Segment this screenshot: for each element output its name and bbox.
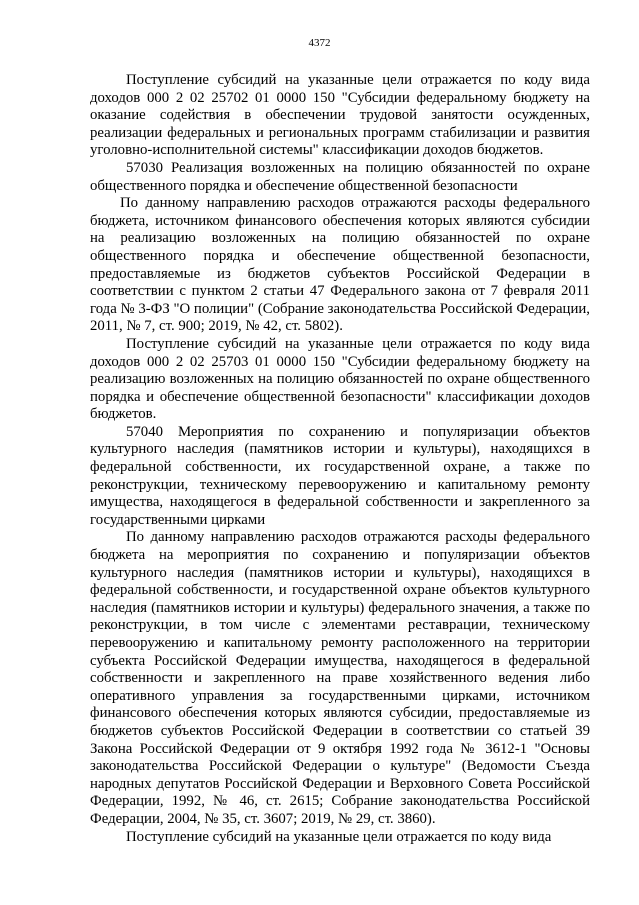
paragraph-expense-direction-57040: По данному направлению расходов отражаются расходы федерального бюджета на мероприятия по сохранению и популяризации объектов культурного наследия (памятников истории и культуры), находящихся в федеральной собственности, и государственной охране объектов культурного наследия (памятников истории и культуры) федерального значения, а также по реконструкции, в том числе с элементами реставрации, техническому перевооружению и капитальному ремонту расположенного на территории субъекта Российской Федерации имущества, находящегося в федеральной собственности и закрепленного на праве хозяйственного ведения либо оперативного управления за государственными цирками, источником финансового обеспечения которых являются субсидии, предоставляемые из бюджетов субъектов Российской Федерации в соответствии со статьей 39 Закона Российской Федерации от 9 октября 1992 года № 3612-1 "Основы законодательства Российской Федерации о культуре" (Ведомости Съезда народных депутатов Российской Федерации и Верховного Совета Российской Федерации, 1992, № 46, ст. 2615; Собрание законодательства Российской Федерации, 2004, № 35, ст. 3607; 2019, № 29, ст. 3860).	[90, 529, 590, 827]
document-body	[90, 72, 590, 846]
paragraph-subsidy-income-code-2: Поступление субсидий на указанные цели отражается по коду вида доходов 000 2 02 25703 01 0000 150 "Субсидии федеральному бюджету на реализацию возложенных на полицию обязанностей по охране общественного порядка и обеспечение общественной безопасности" классификации доходов бюджетов.	[90, 335, 590, 423]
page-number: 4372	[308, 37, 331, 49]
section-heading-57040: 57040 Мероприятия по сохранению и популяризации объектов культурного наследия (памятников истории и культуры), находящихся в федеральной собственности, их государственной охране, а также по реконструкции, техническому перевооружению и капитальному ремонту имущества, находящегося в федеральной собственности и закрепленного за государственными цирками	[90, 423, 590, 528]
section-heading-57030: 57030 Реализация возложенных на полицию обязанностей по охране общественного порядка и обеспечение общественной безопасности	[90, 159, 590, 194]
paragraph-expense-direction-57030: По данному направлению расходов отражаются расходы федерального бюджета, источником финансового обеспечения которых являются субсидии на реализацию возложенных на полицию обязанностей по охране общественного порядка и обеспечение общественной безопасности, предоставляемые из бюджетов субъектов Российской Федерации в соответствии с пунктом 2 статьи 47 Федерального закона от 7 февраля 2011 года № 3-ФЗ "О полиции" (Собрание законодательства Российской Федерации, 2011, № 7, ст. 900; 2019, № 42, ст. 5802).	[90, 195, 590, 335]
paragraph-subsidy-income-code-3: Поступление субсидий на указанные цели отражается по коду вида	[126, 828, 552, 845]
paragraph-subsidy-income-code-1: Поступление субсидий на указанные цели отражается по коду вида доходов 000 2 02 25702 01 0000 150 "Субсидии федеральному бюджету на оказание содействия в обеспечении трудовой занятости осужденных, реализации федеральных и региональных программ стабилизации и развития уголовно-исполнительной системы" классификации доходов бюджетов.	[90, 72, 590, 159]
